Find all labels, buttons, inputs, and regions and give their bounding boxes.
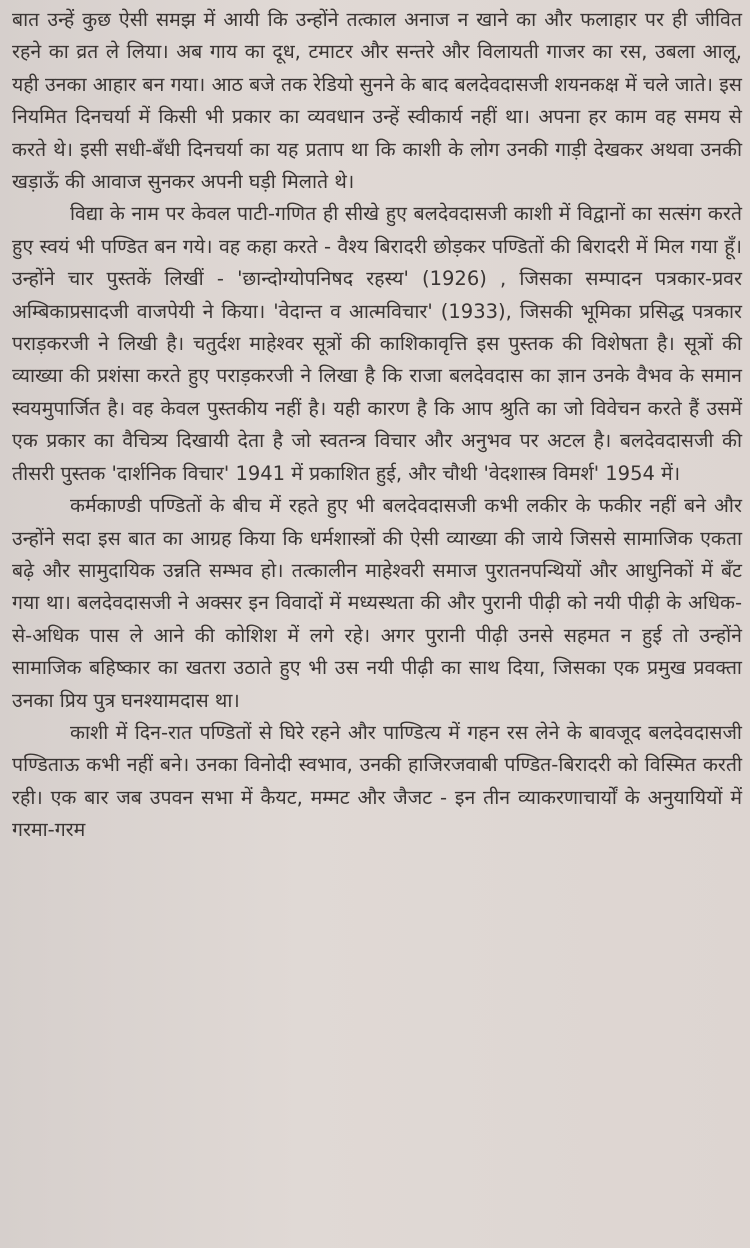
paragraph-3: कर्मकाण्डी पण्डितों के बीच में रहते हुए भी बलदेवदासजी कभी लकीर के फकीर नहीं बने और उन्होंने सदा इस बात का आग्रह किया कि धर्मशास्त्रों की ऐसी व्याख्या की जाये जिससे सामाजिक एकता बढ़े और सामुदायिक उन्नति सम्भव हो। तत्कालीन माहेश्वरी समाज पुरातनपन्थियों और आधुनिकों में बँट गया था। बलदेवदासजी ने अक्सर इन विवादों में मध्यस्थता की और पुरानी पीढ़ी को नयी पीढ़ी के अधिक-से-अधिक पास ले आने की कोशिश में लगे रहे। अगर पुरानी पीढ़ी उनसे सहमत न हुई तो उन्होंने सामाजिक बहिष्कार का खतरा उठाते हुए भी उस नयी पीढ़ी का साथ दिया, जिसका एक प्रमुख प्रवक्ता उनका प्रिय पुत्र घनश्यामदास था। <box>12 494 742 712</box>
paragraph-4: काशी में दिन-रात पण्डितों से घिरे रहने और पाण्डित्य में गहन रस लेने के बावजूद बलदेवदासजी पण्डिताऊ कभी नहीं बने। उनका विनोदी स्वभाव, उनकी हाजिरजवाबी पण्डित-बिरादरी को विस्मित करती रही। एक बार जब उपवन सभा में कैयट, मम्मट और जैजट - इन तीन व्याकरणाचार्यों के अनुयायियों में गरमा-गरम <box>12 720 742 842</box>
paragraph-1: बात उन्हें कुछ ऐसी समझ में आयी कि उन्होंने तत्काल अनाज न खाने का और फलाहार पर ही जीवित रहने का व्रत ले लिया। अब गाय का दूध, टमाटर और सन्तरे और विलायती गाजर का रस, उबला आलू, यही उनका आहार बन गया। आठ बजे तक रेडियो सुनने के बाद बलदेवदासजी शयनकक्ष में चले जाते। इस नियमित दिनचर्या में किसी भी प्रकार का व्यवधान उन्हें स्वीकार्य नहीं था। अपना हर काम वह समय से करते थे। इसी सधी-बँधी दिनचर्या का यह प्रताप था कि काशी के लोग उनकी गाड़ी देखकर अथवा उनकी खड़ाऊँ की आवाज सुनकर अपनी घड़ी मिलाते थे। <box>12 8 742 194</box>
body-text <box>12 4 742 847</box>
paragraph-2: विद्या के नाम पर केवल पाटी-गणित ही सीखे हुए बलदेवदासजी काशी में विद्वानों का सत्संग करते हुए स्वयं भी पण्डित बन गये। वह कहा करते - वैश्य बिरादरी छोड़कर पण्डितों की बिरादरी में मिल गया हूँ। उन्होंने चार पुस्तकें लिखीं - 'छान्दोग्योपनिषद रहस्य' (1926) , जिसका सम्पादन पत्रकार-प्रवर अम्बिकाप्रसादजी वाजपेयी ने किया। 'वेदान्त व आत्मविचार' (1933), जिसकी भूमिका प्रसिद्ध पत्रकार पराड़करजी ने लिखी है। चतुर्दश माहेश्वर सूत्रों की काशिकावृत्ति इस पुस्तक की विशेषता है। सूत्रों की व्याख्या की प्रशंसा करते हुए पराड़करजी ने लिखा है कि राजा बलदेवदास का ज्ञान उनके वैभव के समान स्वयमुपार्जित है। वह केवल पुस्तकीय नहीं है। यही कारण है कि आप श्रुति का जो विवेचन करते हैं उसमें एक प्रकार का वैचित्र्य दिखायी देता है जो स्वतन्त्र विचार और अनुभव पर अटल है। बलदेवदासजी की तीसरी पुस्तक 'दार्शनिक विचार' 1941 में प्रकाशित हुई, और चौथी 'वेदशास्त्र विमर्श' 1954 में। <box>12 202 742 485</box>
